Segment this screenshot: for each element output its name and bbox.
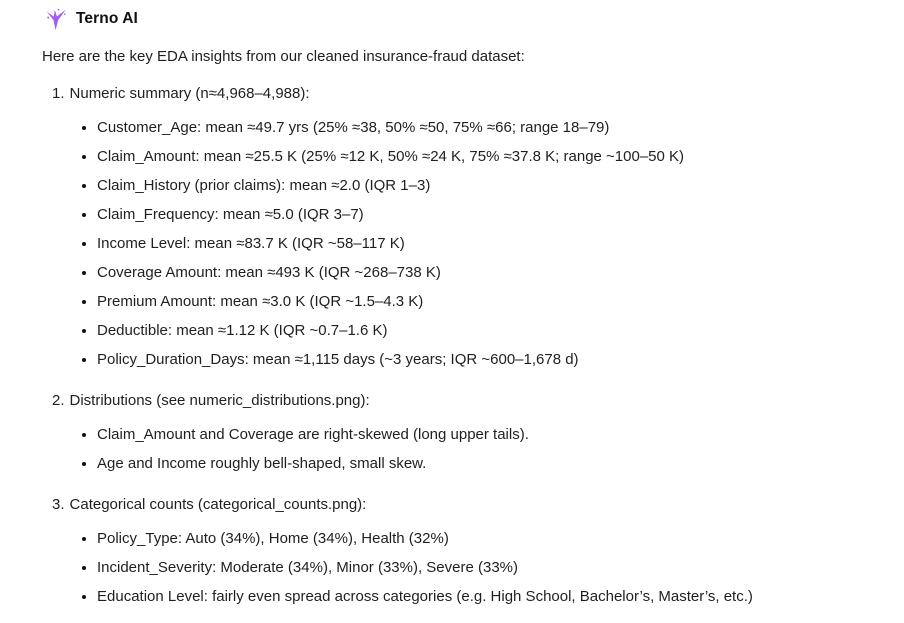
bullet-item: • Premium Amount: mean ≈3.0 K (IQR ~1.5–4.3 K) <box>97 287 904 316</box>
bullet-item: • Policy_Type: Auto (34%), Home (34%), Health (32%) <box>97 524 904 553</box>
section-categorical-counts <box>52 494 904 611</box>
bullet-list-distributions <box>52 420 904 478</box>
section-number: 3. <box>52 496 65 513</box>
bullet-item: • Policy_Duration_Days: mean ≈1,115 days (~3 years; IQR ~600–1,678 d) <box>97 345 904 374</box>
bullet-item: • Claim_Amount: mean ≈25.5 K (25% ≈12 K, 50% ≈24 K, 75% ≈37.8 K; range ~100–50 K) <box>97 142 904 171</box>
bullet-item: • Education Level: fairly even spread across categories (e.g. High School, Bachelor’s, Master’s, etc.) <box>97 582 904 611</box>
terno-logo-icon <box>44 7 68 31</box>
bullet-item: • Incident_Severity: Moderate (34%), Minor (33%), Severe (33%) <box>97 553 904 582</box>
section-title: Numeric summary (n≈4,968–4,988): <box>69 85 310 102</box>
section-distributions <box>52 390 904 478</box>
bullet-item: • Income Level: mean ≈83.7 K (IQR ~58–117 K) <box>97 229 904 258</box>
message-intro: Here are the key EDA insights from our cleaned insurance-fraud dataset: <box>42 48 525 65</box>
bullet-item: • Coverage Amount: mean ≈493 K (IQR ~268–738 K) <box>97 258 904 287</box>
bullet-item: • Age and Income roughly bell-shaped, small skew. <box>97 449 904 478</box>
section-number: 2. <box>52 392 65 409</box>
section-title: Distributions (see numeric_distributions.png): <box>69 392 370 409</box>
bullet-list-numeric-summary <box>52 113 904 374</box>
bullet-item: • Claim_Amount and Coverage are right-skewed (long upper tails). <box>97 420 904 449</box>
section-title: Categorical counts (categorical_counts.png): <box>69 496 367 513</box>
section-heading-1 <box>52 83 904 104</box>
assistant-name: Terno AI <box>76 10 138 27</box>
section-heading-3 <box>52 494 904 515</box>
bullet-item: • Customer_Age: mean ≈49.7 yrs (25% ≈38, 50% ≈50, 75% ≈66; range 18–79) <box>97 113 904 142</box>
section-heading-2 <box>52 390 904 411</box>
bullet-item: • Claim_History (prior claims): mean ≈2.0 (IQR 1–3) <box>97 171 904 200</box>
bullet-item: • Deductible: mean ≈1.12 K (IQR ~0.7–1.6 K) <box>97 316 904 345</box>
bullet-list-categorical-counts <box>52 524 904 611</box>
assistant-header <box>44 6 904 32</box>
section-number: 1. <box>52 85 65 102</box>
bullet-item: • Claim_Frequency: mean ≈5.0 (IQR 3–7) <box>97 200 904 229</box>
section-numeric-summary <box>52 83 904 374</box>
